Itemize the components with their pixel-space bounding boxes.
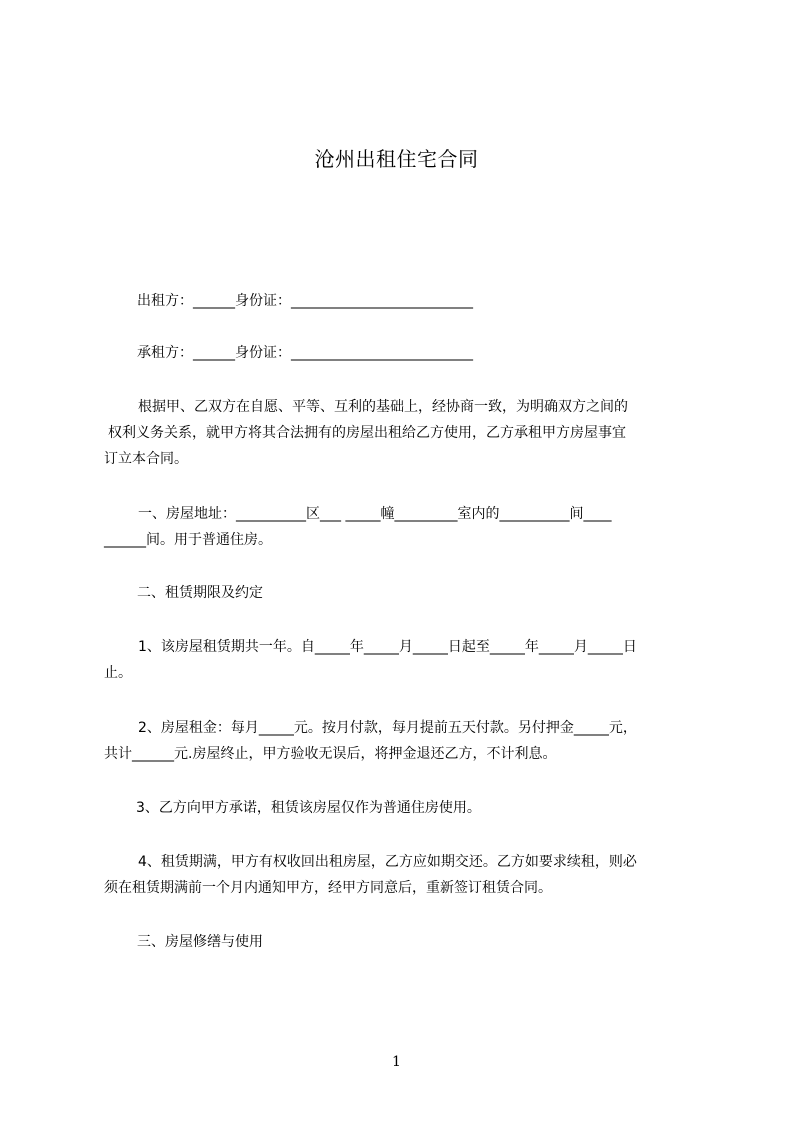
clause-1-line-1: 1、该房屋租赁期共一年。自_____年_____月_____日起至_____年_____月_____日 xyxy=(138,639,637,655)
preamble-line-2: 权利义务关系，就甲方将其合法拥有的房屋出租给乙方使用，乙方承租甲方房屋事宜 xyxy=(108,425,626,441)
clause-1-line-2: 止。 xyxy=(104,665,132,681)
preamble-line-1: 根据甲、乙双方在自愿、平等、互利的基础上，经协商一致，为明确双方之间的 xyxy=(138,399,628,415)
clause-2-rent xyxy=(104,715,708,767)
section-2-heading: 二、租赁期限及约定 xyxy=(137,585,263,601)
clause-2-line-2: 共计______元.房屋终止，甲方验收无误后，将押金退还乙方，不计利息。 xyxy=(104,746,557,762)
section-3-heading: 三、房屋修缮与使用 xyxy=(137,934,263,950)
lessor-line: 出租方：______身份证：__________________________ xyxy=(137,293,473,309)
lessee-line: 承租方：______身份证：__________________________ xyxy=(137,345,473,361)
clause-4-line-2: 须在租赁期满前一个月内通知甲方，经甲方同意后，重新签订租赁合同。 xyxy=(104,880,552,896)
section-1-line-2: ______间。用于普通住房。 xyxy=(104,532,272,548)
clause-4-expiry xyxy=(104,849,708,901)
clause-1-lease-term xyxy=(104,634,708,686)
section-1-line-1: 一、房屋地址：__________区___ _____幢_________室内的__________间____ xyxy=(138,506,612,522)
page-number: 1 xyxy=(392,1054,401,1070)
preamble-line-3: 订立本合同。 xyxy=(104,451,188,467)
section-1-address xyxy=(104,501,708,553)
document-title: 沧州出租住宅合同 xyxy=(314,147,479,171)
clause-4-line-1: 4、租赁期满，甲方有权收回出租房屋，乙方应如期交还。乙方如要求续租，则必 xyxy=(138,854,637,870)
clause-2-line-1: 2、房屋租金：每月_____元。按月付款，每月提前五天付款。另付押金_____元， xyxy=(138,720,637,736)
preamble-paragraph xyxy=(104,394,708,472)
clause-3-usage: 3、乙方向甲方承诺，租赁该房屋仅作为普通住房使用。 xyxy=(136,800,481,816)
